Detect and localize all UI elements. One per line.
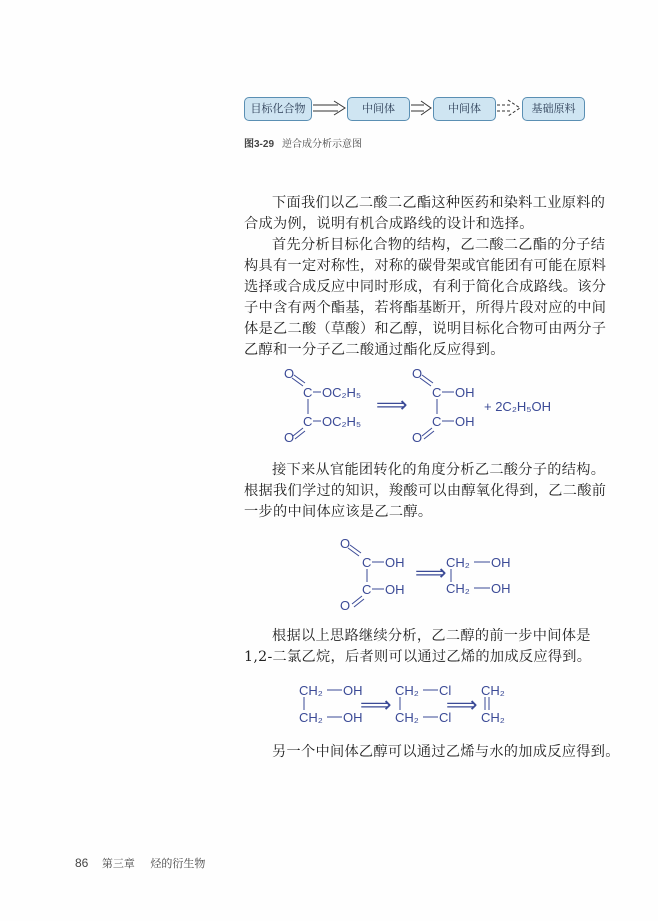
atom-label: Cl — [439, 710, 452, 725]
group-label: OH — [455, 414, 475, 429]
group-label: CH₂ — [481, 683, 505, 698]
group-label: CH₂ — [299, 710, 323, 725]
flow-box-target: 目标化合物 — [244, 97, 312, 121]
group-label: OC₂H₅ — [322, 414, 362, 429]
paragraph-line: 接下来从官能团转化的角度分析乙二酸分子的结构。 — [272, 462, 606, 478]
page-footer — [75, 855, 205, 871]
paragraph-line: 构具有一定对称性，对称的碳骨架或官能团有可能在原料 — [244, 258, 607, 274]
chapter-title: 烃的衍生物 — [150, 857, 206, 870]
flow-arrow-icon — [411, 101, 431, 115]
group-label: OH — [343, 710, 363, 725]
reaction-ester-to-acid — [284, 366, 551, 445]
group-label: OH — [343, 683, 363, 698]
paragraph-line: 1,2-二氯乙烷，后者则可以通过乙烯的加成反应得到。 — [244, 649, 592, 665]
flow-box-intermediate-1: 中间体 — [347, 97, 410, 121]
retro-arrow-icon: ⟹ — [446, 692, 478, 717]
group-label: OH — [455, 385, 475, 400]
atom-label: C — [362, 555, 372, 570]
group-label: CH₂ — [481, 710, 505, 725]
group-label: CH₂ — [395, 710, 419, 725]
paragraph-line: 另一个中间体乙醇可以通过乙烯与水的加成反应得到。 — [272, 744, 620, 760]
retro-arrow-icon: ⟹ — [376, 392, 408, 417]
paragraph-line: 根据我们学过的知识，羧酸可以由醇氧化得到，乙二酸前 — [244, 483, 607, 499]
figure-caption — [244, 135, 362, 150]
paragraph-line: 根据以上思路继续分析，乙二醇的前一步中间体是 — [272, 628, 591, 644]
product-label: + 2C₂H₅OH — [484, 399, 551, 414]
reaction-diol-to-ethene — [299, 683, 505, 725]
atom-label: Cl — [439, 683, 452, 698]
atom-label: O — [340, 536, 351, 551]
dashed-arrow-icon — [497, 100, 520, 116]
atom-label: C — [362, 582, 372, 597]
paragraph-line: 合成为例，说明有机合成路线的设计和选择。 — [244, 216, 534, 232]
retro-arrow-icon: ⟹ — [360, 692, 392, 717]
atom-label: C — [303, 414, 313, 429]
paragraph-line: 下面我们以乙二酸二乙酯这种医药和染料工业原料的 — [272, 195, 606, 211]
page-number: 86 — [75, 856, 89, 870]
group-label: OH — [491, 555, 511, 570]
paragraph-line: 首先分析目标化合物的结构，乙二酸二乙酯的分子结 — [272, 237, 606, 253]
group-label: CH₂ — [299, 683, 323, 698]
atom-label: O — [412, 430, 423, 445]
group-label: OC₂H₅ — [322, 385, 362, 400]
chapter-label: 第三章 — [101, 857, 135, 870]
group-label: CH₂ — [395, 683, 419, 698]
paragraph-line: 乙醇和一分子乙二酸通过酯化反应得到。 — [244, 342, 505, 358]
group-label: CH₂ — [446, 555, 470, 570]
flow-arrow-icon — [313, 101, 345, 115]
atom-label: O — [284, 430, 295, 445]
group-label: OH — [385, 582, 405, 597]
reaction-acid-to-diol — [340, 536, 511, 613]
paragraph-line: 子中含有两个酯基，若将酯基断开，所得片段对应的中间 — [244, 300, 607, 316]
atom-label: C — [432, 385, 442, 400]
group-label: CH₂ — [446, 581, 470, 596]
figure-number: 图3-29 — [244, 139, 275, 150]
paragraph-line: 选择或合成反应中同时形成，有利于简化合成路线。该分 — [244, 279, 607, 295]
flow-box-raw-material: 基础原料 — [522, 97, 585, 121]
atom-label: O — [340, 598, 351, 613]
paragraph-line: 体是乙二酸（草酸）和乙醇，说明目标化合物可由两分子 — [244, 321, 607, 337]
group-label: OH — [491, 581, 511, 596]
atom-label: C — [303, 385, 313, 400]
atom-label: O — [284, 366, 295, 381]
paragraph-line: 一步的中间体应该是乙二醇。 — [244, 504, 433, 520]
atom-label: O — [412, 366, 423, 381]
group-label: OH — [385, 555, 405, 570]
figure-title: 逆合成分析示意图 — [282, 139, 363, 150]
atom-label: C — [432, 414, 442, 429]
flow-box-intermediate-2: 中间体 — [433, 97, 496, 121]
retro-arrow-icon: ⟹ — [415, 560, 447, 585]
